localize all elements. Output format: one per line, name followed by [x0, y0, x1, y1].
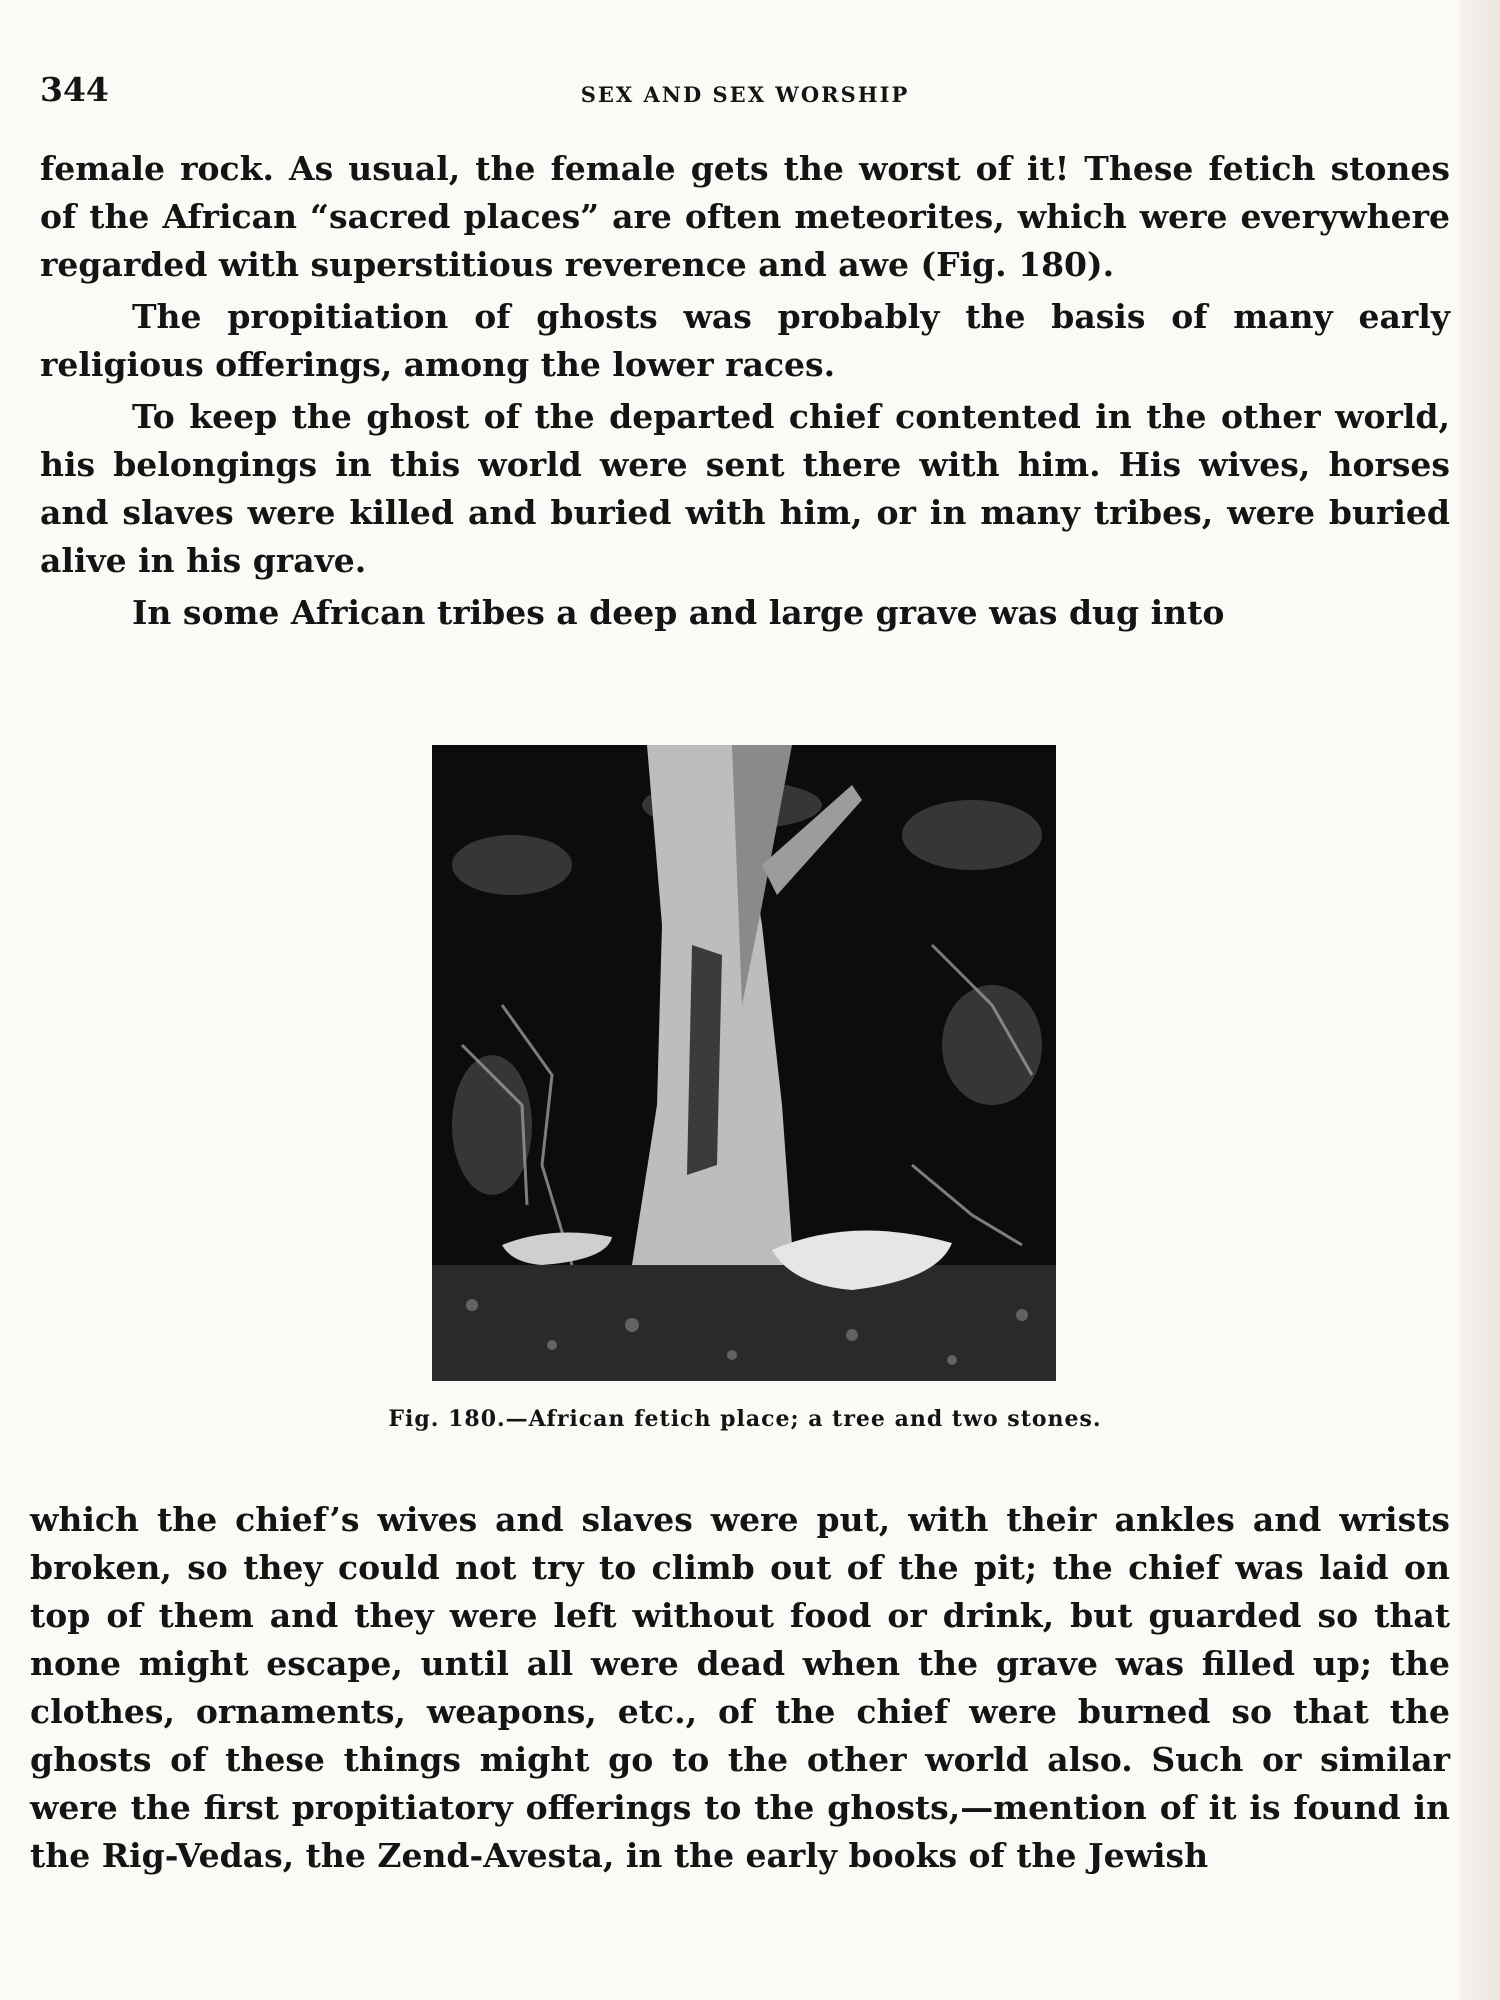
figure-caption: Fig. 180.—African fetich place; a tree and two stones. [388, 1406, 1102, 1432]
page-number: 344 [40, 70, 109, 109]
running-title: SEX AND SEX WORSHIP [580, 82, 910, 107]
facing-page-bleed [1460, 0, 1500, 2000]
page-header [40, 70, 1450, 120]
paragraph-grave-continuation: which the chief’s wives and slaves were put, with their ankles and wrists broken, so they could not try to climb out of the pit; the chief was laid on top of them and they were left without food or drink, but guarded so that none might escape, until all were dead when the grave was filled up; the clothes, ornaments, weapons, etc., of the chief were burned so that the ghosts of these things might go to the other world also. Such or similar were the first propitiatory offerings to the ghosts,—mention of it is found in the Rig-Vedas, the Zend-Avesta, in the early books of the Jewish [30, 1500, 1450, 1875]
paragraph-propitiation: The propitiation of ghosts was probably the basis of many early religious offerings, among the lower races. [40, 297, 1450, 384]
paragraph-departed-chief: To keep the ghost of the departed chief contented in the other world, his belongings in this world were sent there with him. His wives, horses and slaves were killed and buried with him, or in many tribes, were buried alive in his grave. [40, 397, 1450, 580]
paragraph-continuation: female rock. As usual, the female gets the worst of it! These fetich stones of the African “sacred places” are often meteorites, which were everywhere regarded with superstitious reverence and awe (Fig. 180). [40, 149, 1450, 284]
paragraph-african-tribes: In some African tribes a deep and large grave was dug into [132, 593, 1225, 632]
body-text-top [40, 145, 1450, 641]
body-text-bottom [30, 1496, 1450, 1884]
figure-fetich-place-photo [432, 745, 1056, 1381]
photo-illustration [432, 745, 1056, 1381]
